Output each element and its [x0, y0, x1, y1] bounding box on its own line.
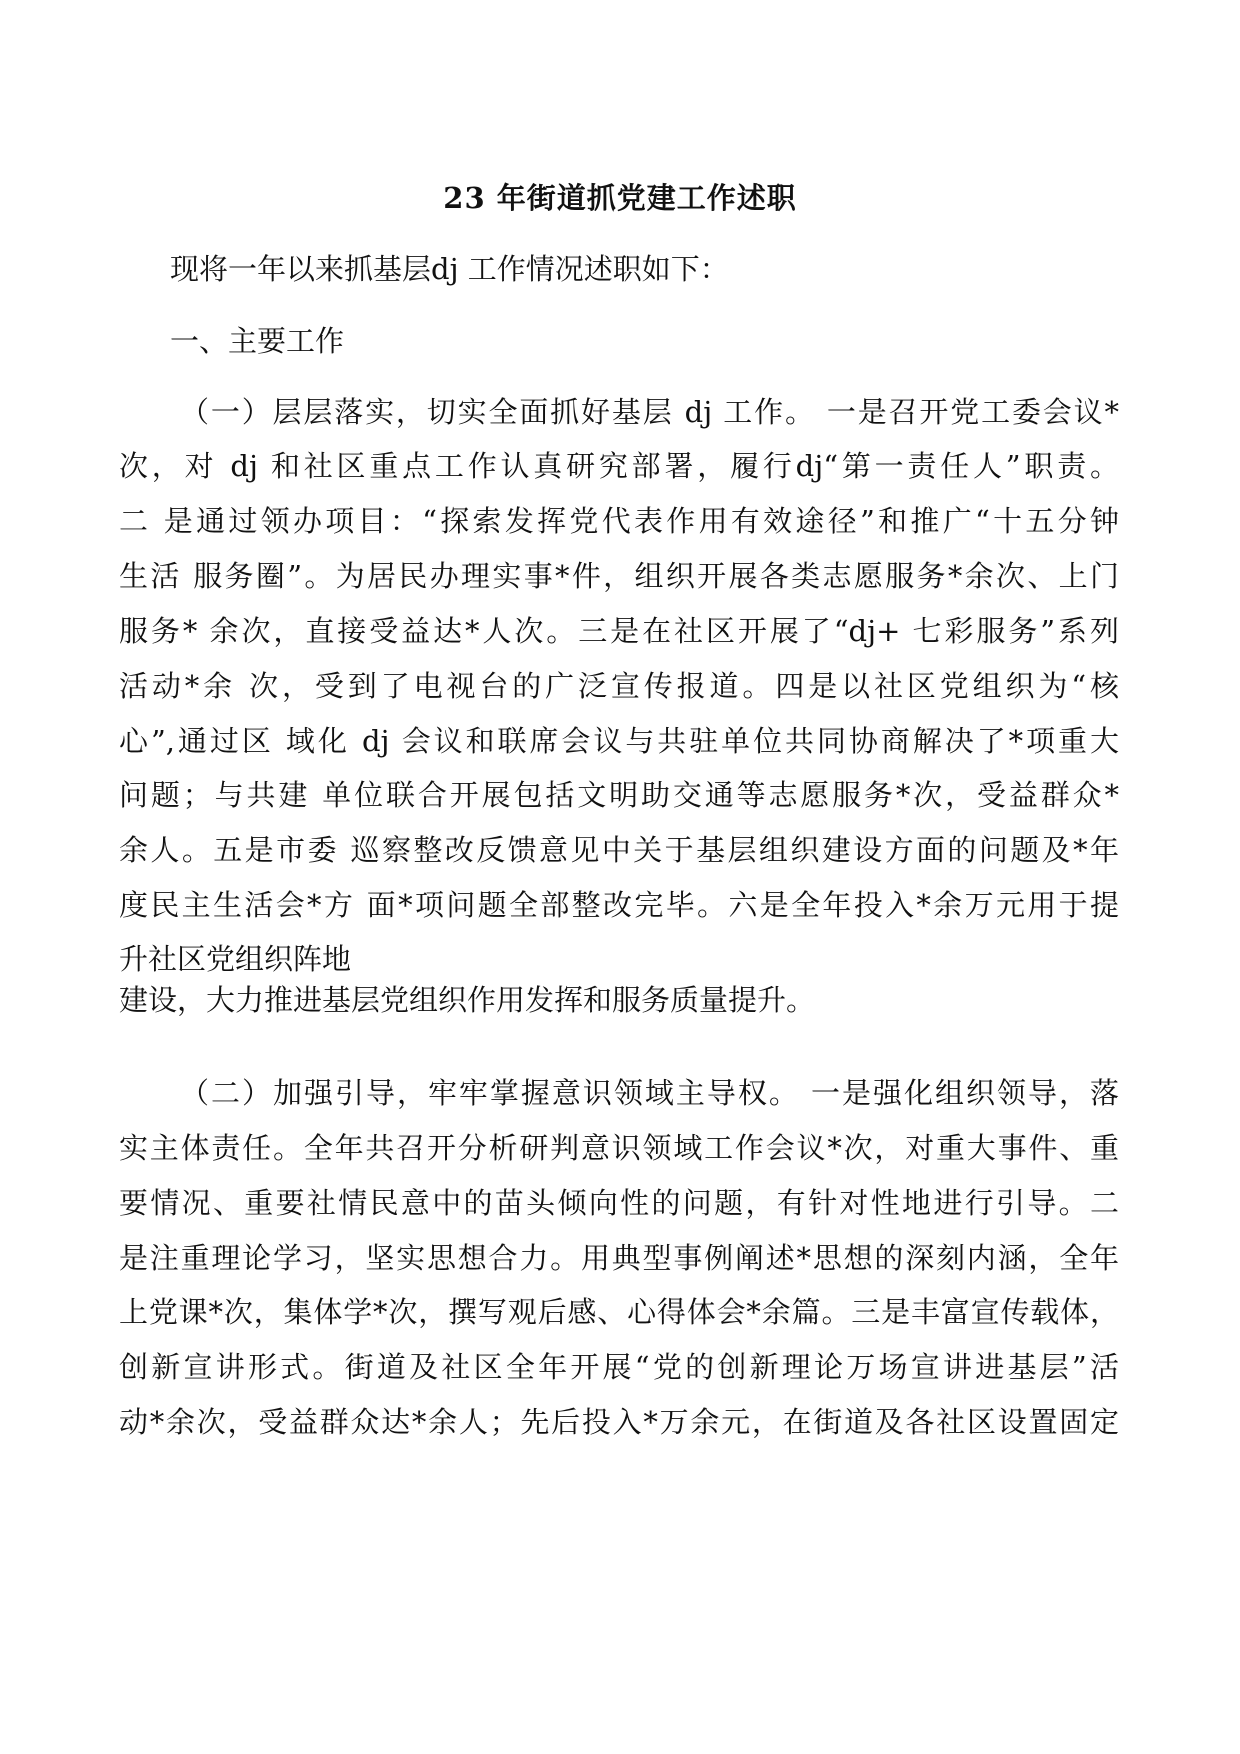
paragraph1-line: 心”,通过区 域化 dj 会议和联席会议与共驻单位共同协商解决了*项重大 [119, 724, 1119, 758]
paragraph1-line: 度民主生活会*方 面*项问题全部整改完毕。六是全年投入*余万元用于提 [119, 888, 1119, 922]
paragraph1-line: 生活 服务圈”。为居民办理实事*件，组织开展各类志愿服务*余次、上门 [119, 559, 1119, 593]
paragraph1-line: （一）层层落实，切实全面抓好基层 dj 工作。 一是召开党工委会议* [180, 395, 1119, 429]
paragraph1-line: 建设，大力推进基层党组织作用发挥和服务质量提升。 [119, 983, 816, 1017]
intro-line: 现将一年以来抓基层dj 工作情况述职如下： [170, 252, 729, 286]
paragraph2-line: 要情况、重要社情民意中的苗头倾向性的问题，有针对性地进行引导。二 [119, 1186, 1119, 1220]
paragraph2-line: 是注重理论学习，坚实思想合力。用典型事例阐述*思想的深刻内涵，全年 [119, 1241, 1119, 1275]
paragraph2-line: （二）加强引导，牢牢掌握意识领域主导权。 一是强化组织领导，落 [180, 1076, 1119, 1110]
paragraph1-line: 二 是通过领办项目：“探索发挥党代表作用有效途径”和推广“十五分钟 [119, 504, 1119, 538]
paragraph2-line: 上党课*次，集体学*次，撰写观后感、心得体会*余篇。三是丰富宣传载体， [119, 1295, 1119, 1329]
section-heading: 一、主要工作 [170, 324, 345, 358]
document-title: 23 年街道抓党建工作述职 [443, 181, 797, 215]
paragraph1-line: 升社区党组织阵地 [119, 942, 352, 976]
paragraph1-line: 问题；与共建 单位联合开展包括文明助交通等志愿服务*次，受益群众* [119, 778, 1119, 812]
paragraph2-line: 创新宣讲形式。街道及社区全年开展“党的创新理论万场宣讲进基层”活 [119, 1350, 1119, 1384]
paragraph1-line: 活动*余 次，受到了电视台的广泛宣传报道。四是以社区党组织为“核 [119, 669, 1119, 703]
paragraph1-line: 服务* 余次，直接受益达*人次。三是在社区开展了“dj+ 七彩服务”系列 [119, 614, 1119, 648]
paragraph1-line: 次，对 dj 和社区重点工作认真研究部署，履行dj“第一责任人”职责。 [119, 449, 1119, 483]
paragraph2-line: 动*余次，受益群众达*余人；先后投入*万余元，在街道及各社区设置固定 [119, 1405, 1119, 1439]
paragraph2-line: 实主体责任。全年共召开分析研判意识领域工作会议*次，对重大事件、重 [119, 1131, 1119, 1165]
paragraph1-line: 余人。五是市委 巡察整改反馈意见中关于基层组织建设方面的问题及*年 [119, 833, 1119, 867]
